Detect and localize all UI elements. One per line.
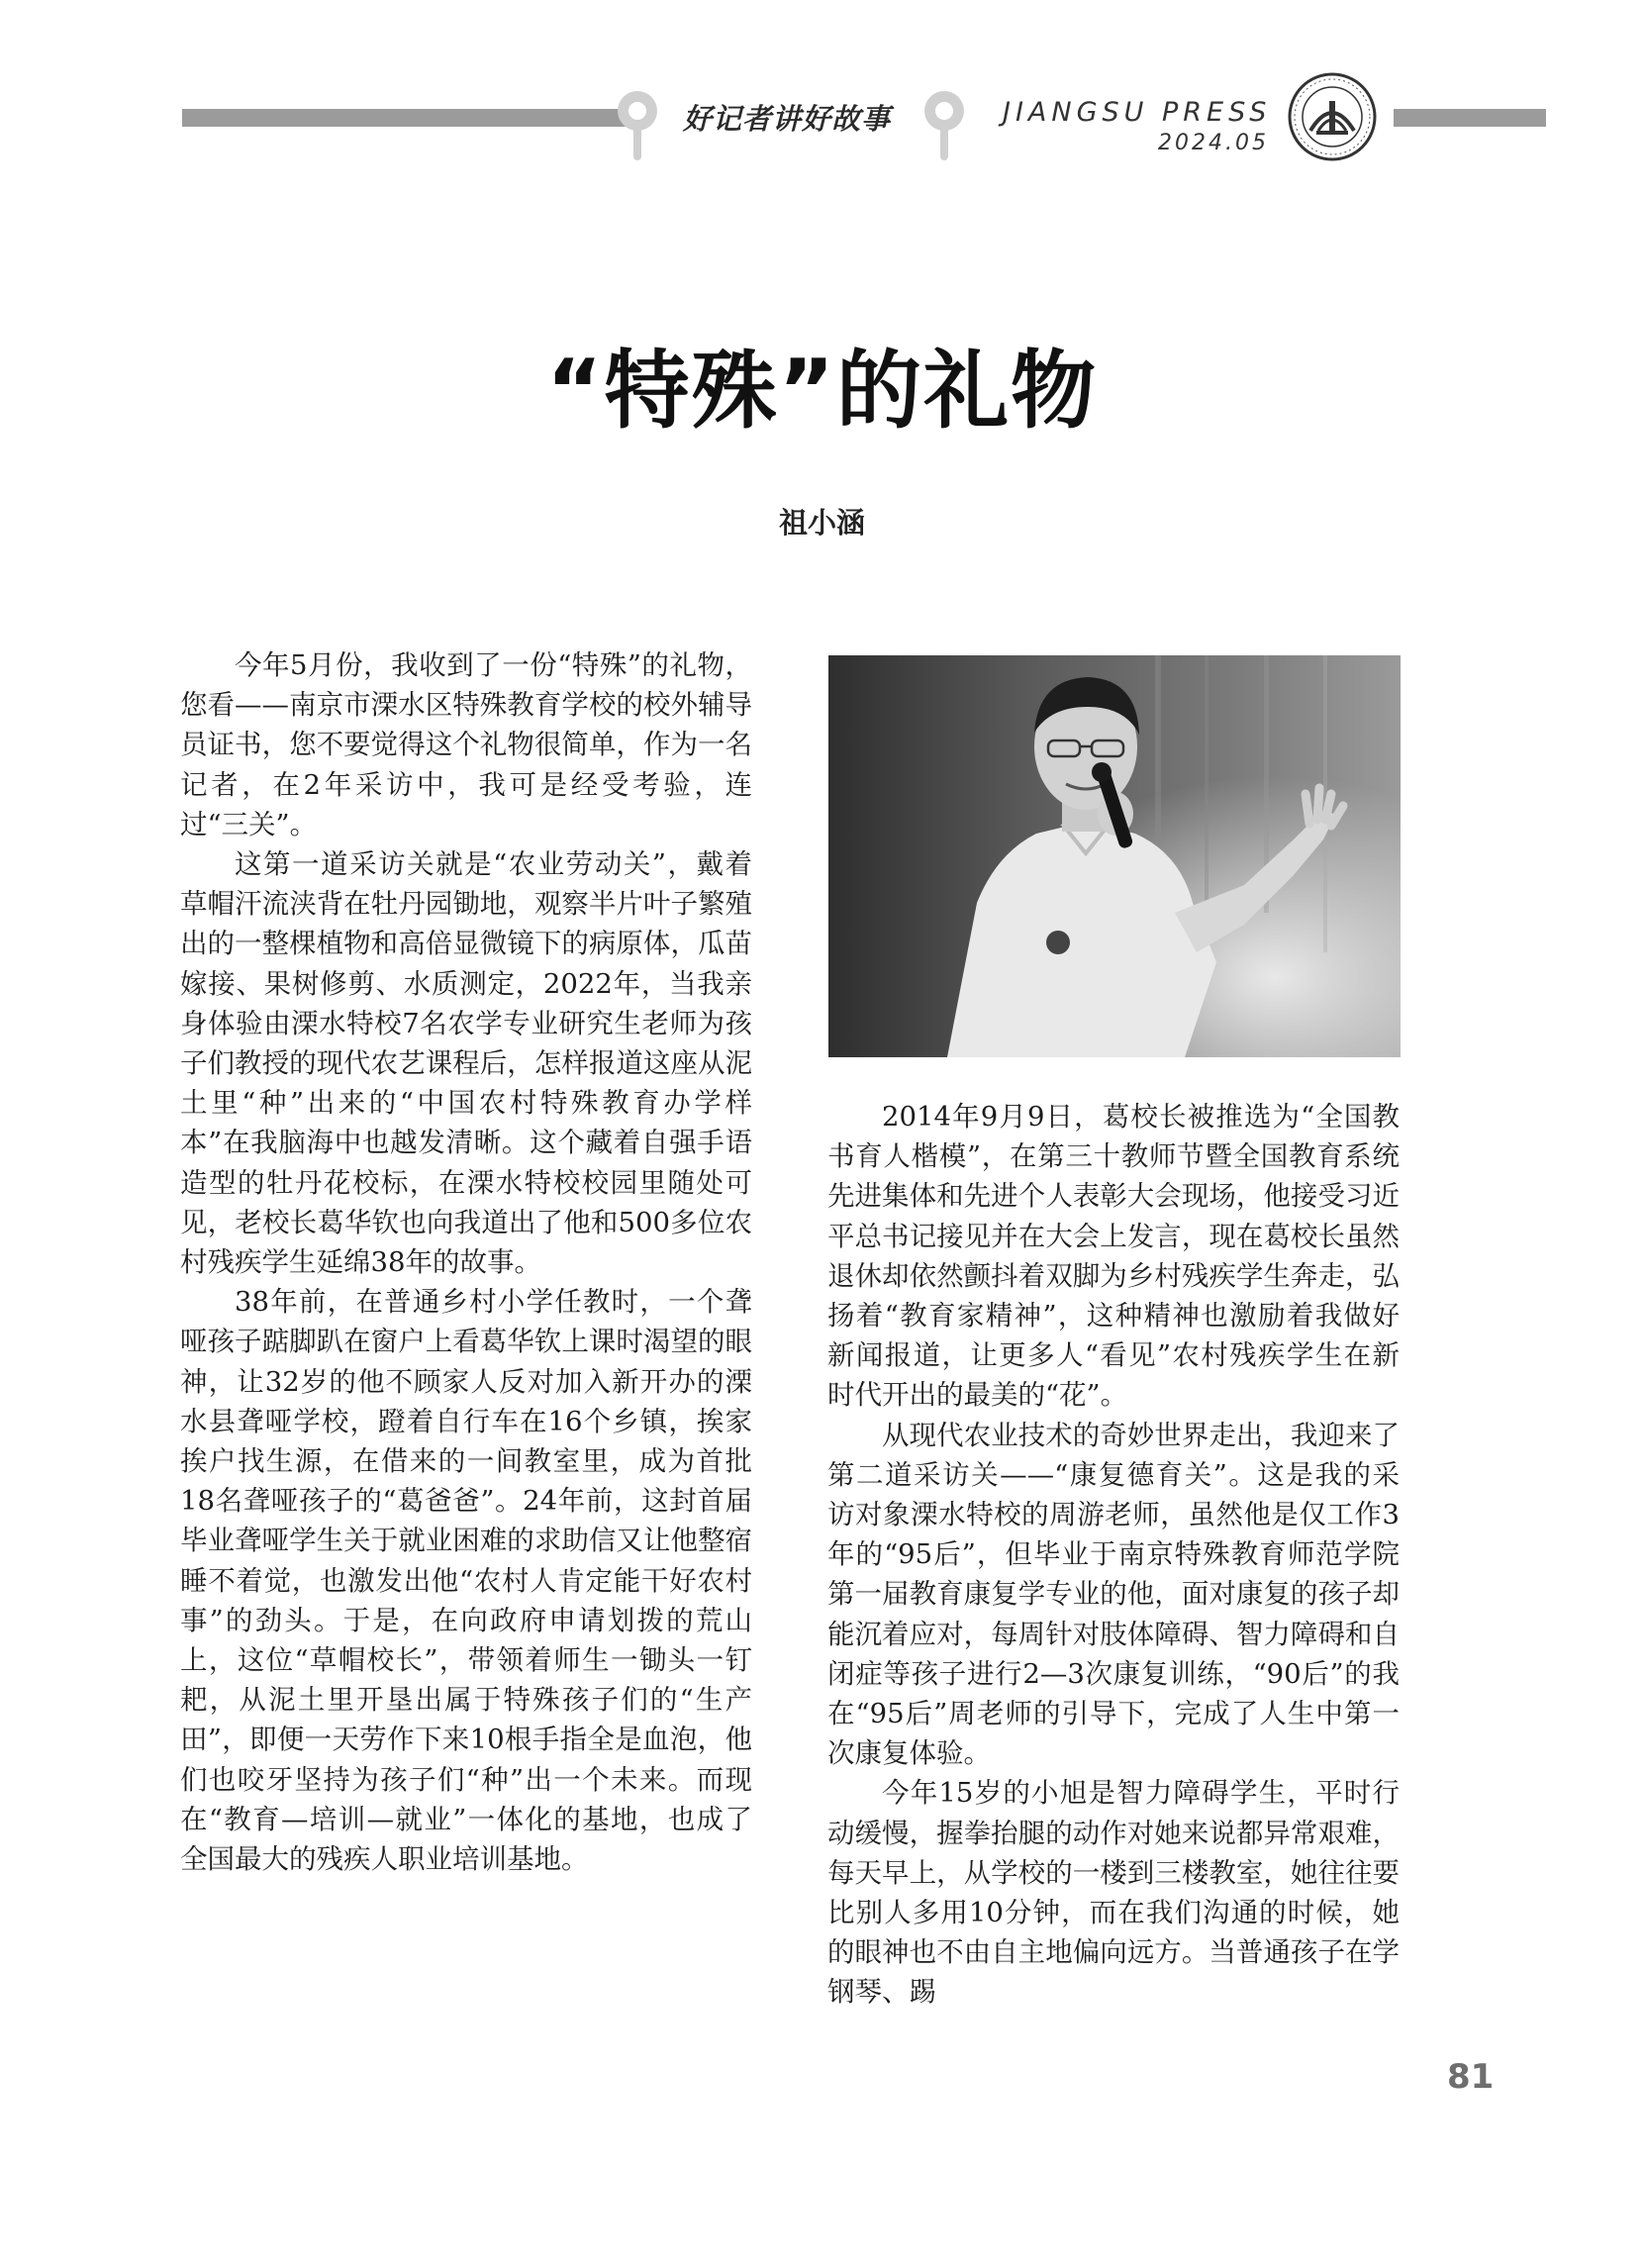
body-column-left — [180, 645, 752, 1879]
article-photo — [828, 655, 1401, 1057]
header-rule-left — [182, 109, 629, 127]
paragraph: 今年15岁的小旭是智力障碍学生，平时行动缓慢，握拳抬腿的动作对她来说都异常艰难，每天早上，从学校的一楼到三楼教室，她往往要比别人多用10分钟，而在我们沟通的时候，她的眼神也不由自主地偏向远方。当普通孩子在学钢琴、踢 — [827, 1777, 1400, 2009]
page-number: 81 — [1447, 2057, 1495, 2097]
pin-icon — [618, 91, 657, 162]
pin-icon — [924, 91, 964, 162]
paragraph: 38年前，在普通乡村小学任教时，一个聋哑孩子踮脚趴在窗户上看葛华钦上课时渴望的眼神，让32岁的他不顾家人反对加入新开办的溧水县聋哑学校，蹬着自行车在16个乡镇，挨家挨户找生源，在借来的一间教室里，成为首批18名聋哑孩子的“葛爸爸”。24年前，这封首届毕业聋哑学生关于就业困难的求助信又让他整宿睡不着觉，也激发出他“农村人肯定能干好农村事”的劲头。于是，在向政府申请划拨的荒山上，这位“草帽校长”，带领着师生一锄头一钉耙，从泥土里开垦出属于特殊孩子们的“生产田”，即便一天劳作下来10根手指全是血泡，他们也咬牙坚持为孩子们“种”出一个未来。而现在“教育—培训—就业”一体化的基地，也成了全国最大的残疾人职业培训基地。 — [180, 1286, 752, 1876]
journalists-seal-icon — [1287, 71, 1378, 162]
paragraph: 这第一道采访关就是“农业劳动关”，戴着草帽汗流浃背在牡丹园锄地，观察半片叶子繁殖出的一整棵植物和高倍显微镜下的病原体，瓜苗嫁接、果树修剪、水质测定，2022年，当我亲身体验由溧水特校7名农学专业研究生老师为孩子们教授的现代农艺课程后，怎样报道这座从泥土里“种”出来的“中国农村特殊教育办学样本”在我脑海中也越发清晰。这个藏着自强手语造型的牡丹花校标，在溧水特校校园里随处可见，老校长葛华钦也向我道出了他和500多位农村残疾学生延绵38年的故事。 — [180, 848, 752, 1279]
paragraph: 2014年9月9日，葛校长被推选为“全国教书育人楷模”，在第三十教师节暨全国教育系统先进集体和先进个人表彰大会现场，他接受习近平总书记接见并在大会上发言，现在葛校长虽然退休却依然颤抖着双脚为乡村残疾学生奔走，弘扬着“教育家精神”，这种精神也激励着我做好新闻报道，让更多人“看见”农村残疾学生在新时代开出的最美的“花”。 — [827, 1101, 1400, 1412]
article-title: “特殊”的礼物 — [545, 342, 1099, 441]
article-author: 祖小涵 — [778, 506, 865, 540]
column-name: 好记者讲好故事 — [683, 102, 892, 136]
press-name: JIANGSU PRESS — [1003, 97, 1272, 128]
paragraph: 今年5月份，我收到了一份“特殊”的礼物，您看——南京市溧水区特殊教育学校的校外辅导员证书，您不要觉得这个礼物很简单，作为一名记者，在2年采访中，我可是经受考验，连过“三关”。 — [180, 649, 752, 840]
body-column-right — [827, 1097, 1400, 2013]
header-rule-right — [1394, 109, 1546, 127]
paragraph: 从现代农业技术的奇妙世界走出，我迎来了第二道采访关——“康复德育关”。这是我的采访对象溧水特校的周游老师，虽然他是仅工作3年的“95后”，但毕业于南京特殊教育师范学院第一届教育康复学专业的他，面对康复的孩子却能沉着应对，每周针对肢体障碍、智力障碍和自闭症等孩子进行2—3次康复训练，“90后”的我在“95后”周老师的引导下，完成了人生中第一次康复体验。 — [827, 1419, 1400, 1770]
issue-date: 2024.05 — [1158, 131, 1269, 155]
